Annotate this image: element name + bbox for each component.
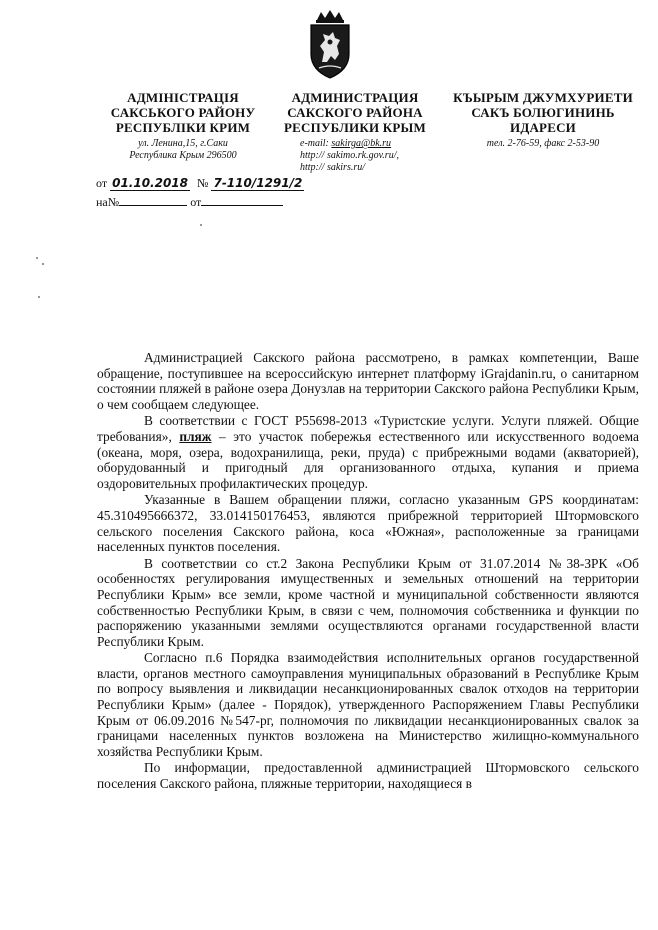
paragraph-5: Согласно п.6 Порядка взаимодействия исполнительных органов государственной власти, органов местного самоуправления муниципальных образований в Республике Крым по вопросу выявления и ликвидации несанкционированных свалок отходов на территории Республики Крым» (далее - Порядок), утвержденного Распоряжением Главы Республики Крым от 06.09.2016 №547-рг, полномочия по ликвидации несанкционированных свалок за границами населенных пунктов возложена на Министерство жилищно-коммунального хозяйства Республики Крым. xyxy=(97,650,639,759)
letterhead-ua-line-3: РЕСПУБЛІКИ КРИМ xyxy=(115,120,251,135)
letterhead-ru-line-3: РЕСПУБЛИКИ КРЫМ xyxy=(284,120,426,135)
email-label: e-mail: xyxy=(300,138,332,149)
paragraph-3: Указанные в Вашем обращении пляжи, согласно указанным GPS координатам: 45.310495666372, 33.014150176453, являются прибрежной территорией Штормовского сельского поселения Сакского района, коса «Южная», расположенные за границами населенных пунктов поселения. xyxy=(97,492,639,555)
email-link[interactable]: sakirga@bk.ru xyxy=(331,138,392,149)
scan-speck xyxy=(200,224,202,226)
beach-term: пляж xyxy=(179,428,212,444)
reply-number-blank xyxy=(119,194,187,206)
letterhead-ct-line-2: САКЪ БОЛЮГИНИНЬ xyxy=(471,105,615,120)
letterhead-ru-line-2: САКСКОГО РАЙОНА xyxy=(287,105,423,120)
reply-reference xyxy=(96,194,283,209)
letterhead-ua-address-1: ул. Ленина,15, г.Саки xyxy=(138,138,228,149)
letterhead-ct-line-3: ИДАРЕСИ xyxy=(510,120,576,135)
letter-body xyxy=(97,350,639,793)
scan-speck xyxy=(36,257,38,259)
scan-speck xyxy=(42,263,44,265)
letterhead-ua xyxy=(98,90,268,162)
reply-from-label: от xyxy=(190,195,202,209)
letterhead-ru-email-line xyxy=(270,138,440,150)
letterhead-ru xyxy=(270,90,440,174)
paragraph-6: По информации, предоставленной администрацией Штормовского сельского поселения Сакского района, пляжные территории, находящиеся в xyxy=(97,760,639,792)
letterhead-ru-line-1: АДМИНИСТРАЦИЯ xyxy=(291,90,419,105)
scan-speck xyxy=(38,296,40,298)
reply-date-blank xyxy=(201,194,283,206)
coat-of-arms-icon xyxy=(305,8,355,82)
letterhead-ua-address-2: Республика Крым 296500 xyxy=(129,150,237,161)
letterhead-ua-line-2: САКСЬКОГО РАЙОНУ xyxy=(110,105,256,120)
reply-number-label: на№ xyxy=(96,195,120,209)
letterhead-ru-site-1[interactable]: http:// sakimo.rk.gov.ru/, xyxy=(300,150,399,161)
paragraph-2-definition: – это участок побережья естественного или искусственного водоема (океана, моря, озера, водохранилища, реки, пруда) с прибрежными водами (акваторией), оборудованный и пригодный для организованного отдыха, купания и приема оздоровительных профилактических процедур. xyxy=(97,428,639,491)
letterhead-ct-line-1: КЪЫРЫМ ДЖУМХУРИЕТИ xyxy=(453,90,633,105)
paragraph-2 xyxy=(97,413,639,491)
letterhead-ru-site-2[interactable]: http:// sakirs.ru/ xyxy=(300,162,366,173)
number-label: № xyxy=(197,176,209,190)
paragraph-2-intro: В соответствии с ГОСТ Р55698-2013 «Туристские услуги. Услуги пляжей. Общие требования», xyxy=(97,413,639,444)
outgoing-reference xyxy=(96,176,304,191)
from-label: от xyxy=(96,176,108,190)
outgoing-number: 7-110/1291/2 xyxy=(213,176,303,190)
paragraph-1: Администрацией Сакского района рассмотрено, в рамках компетенции, Ваше обращение, поступившее на всероссийскую интернет платформу iGrajdanin.ru, о санитарном состоянии пляжей в районе озера Донузлав на территории Сакского района Республики Крым, о чем сообщаем следующее. xyxy=(97,350,639,412)
letterhead-ct xyxy=(438,90,648,150)
letterhead-ct-phone: тел. 2-76-59, факс 2-53-90 xyxy=(486,138,600,149)
letterhead-ua-line-1: АДМІНІСТРАЦІЯ xyxy=(127,90,239,105)
paragraph-4: В соответствии со ст.2 Закона Республики Крым от 31.07.2014 №38-ЗРК «Об особенностях регулирования имущественных и земельных отношений на территории Республики Крым» все земли, кроме частной и муниципальной собственности являются собственностью Республики Крым, в связи с чем, полномочия собственника и функции по распоряжению указанными землями осуществляются органами государственной власти Республики Крым. xyxy=(97,555,639,649)
outgoing-date: 01.10.2018 xyxy=(112,176,189,190)
